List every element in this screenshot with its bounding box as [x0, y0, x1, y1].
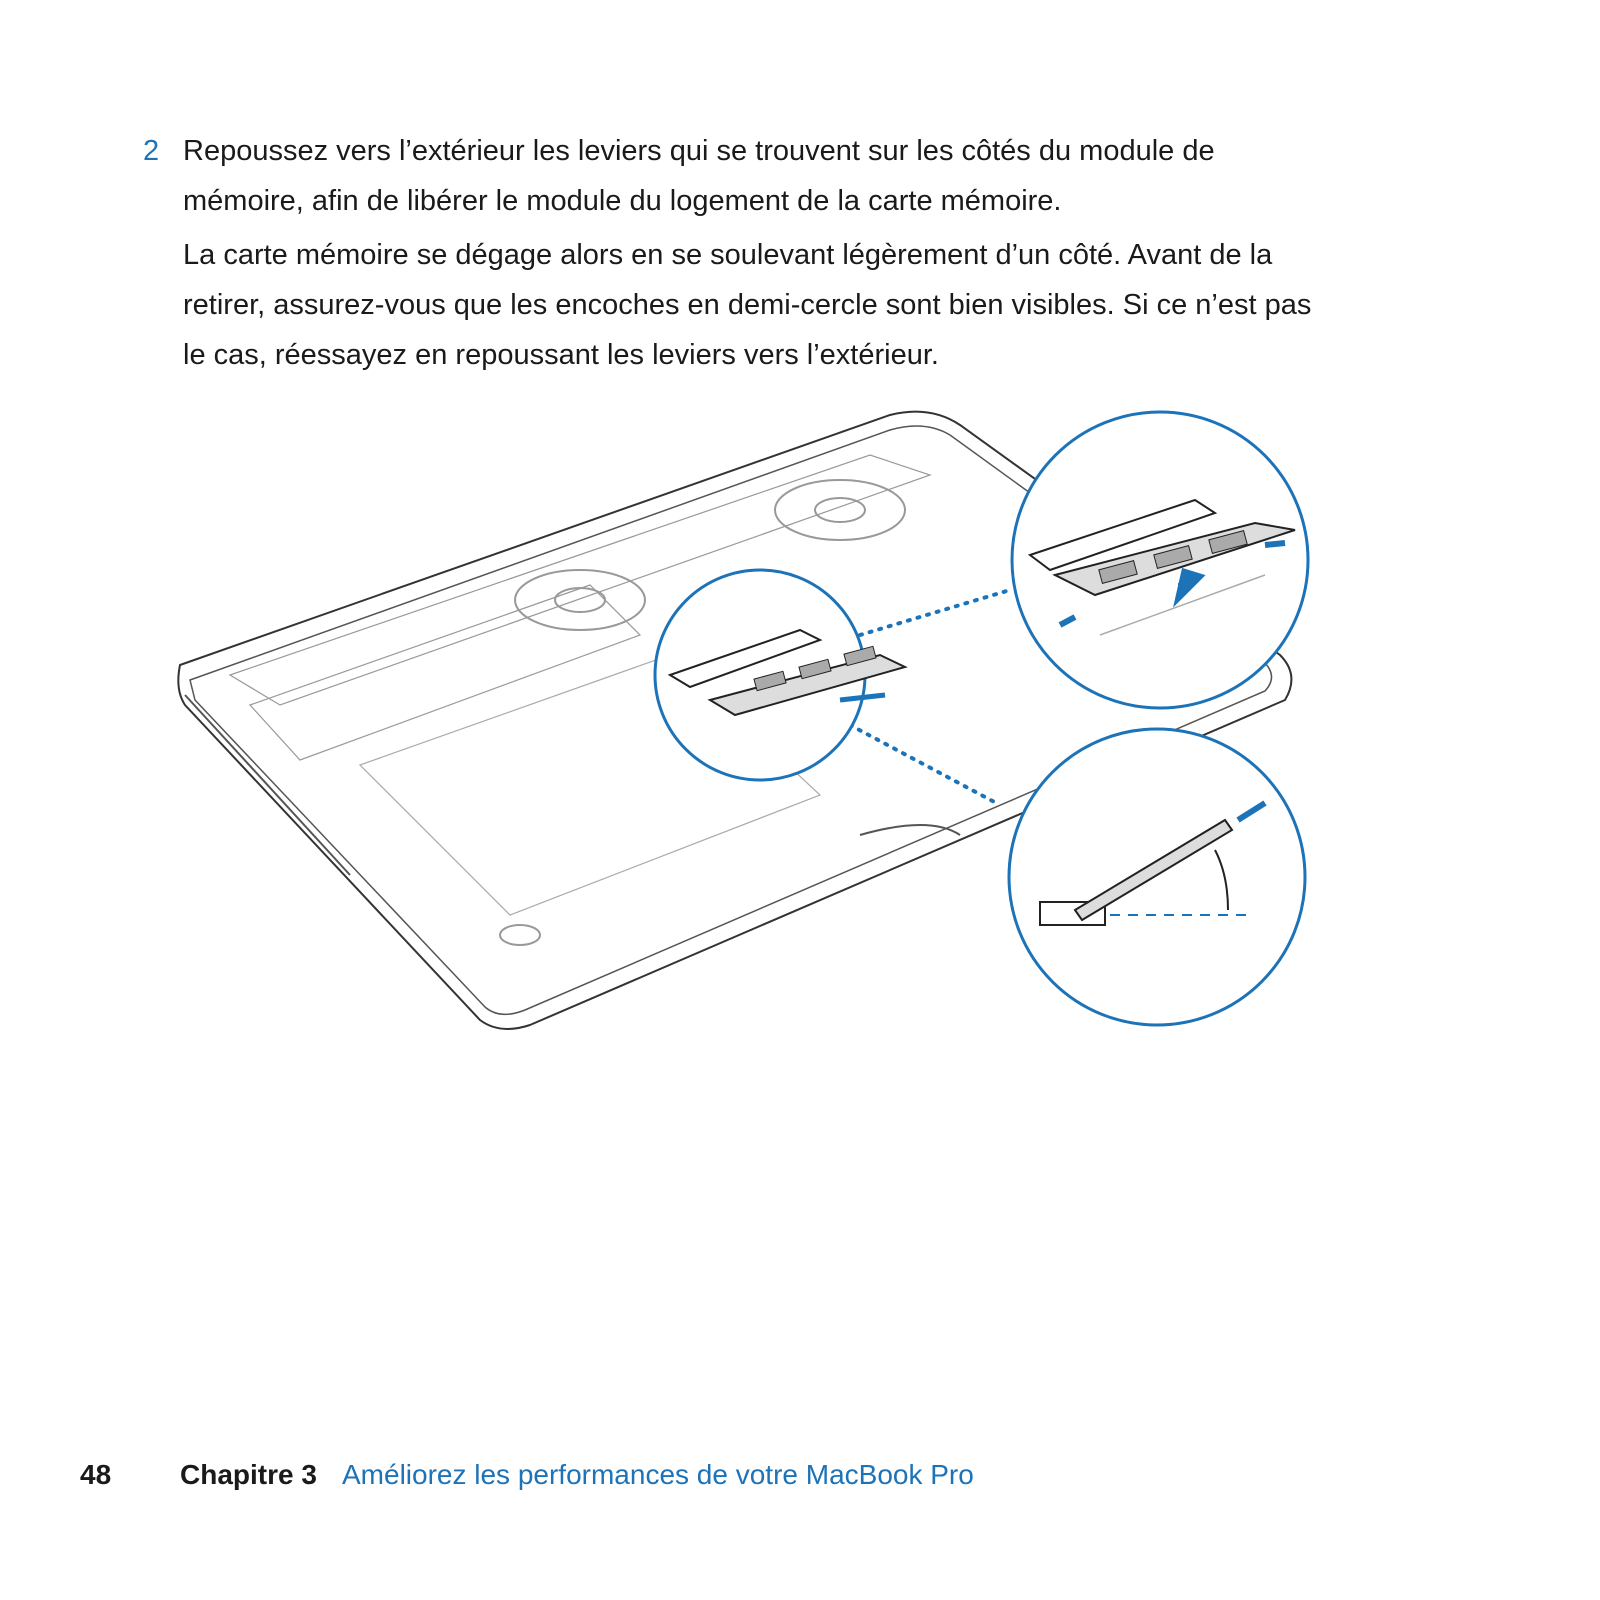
- chapter-label: Chapitre 3: [180, 1459, 317, 1490]
- step-instruction: [183, 126, 1433, 226]
- step-number: 2: [143, 135, 160, 167]
- step-line-2: mémoire, afin de libérer le module du logement de la carte mémoire.: [183, 185, 1062, 217]
- page-number: 48: [80, 1459, 112, 1490]
- memory-removal-illustration: [170, 405, 1350, 1055]
- chapter-title: Améliorez les performances de votre MacBook Pro: [342, 1459, 974, 1490]
- detail-line-3: le cas, réessayez en repoussant les leviers vers l’extérieur.: [183, 339, 939, 371]
- angle-detail-icon: [1009, 729, 1305, 1025]
- lever-arrow-icon: [1012, 412, 1308, 708]
- detail-line-2: retirer, assurez-vous que les encoches en demi-cercle sont bien visibles. Si ce n’est pas: [183, 289, 1312, 321]
- step-line-1: Repoussez vers l’extérieur les leviers qui se trouvent sur les côtés du module de: [183, 135, 1215, 167]
- step-detail: [183, 230, 1443, 380]
- detail-line-1: La carte mémoire se dégage alors en se soulevant légèrement d’un côté. Avant de la: [183, 239, 1273, 271]
